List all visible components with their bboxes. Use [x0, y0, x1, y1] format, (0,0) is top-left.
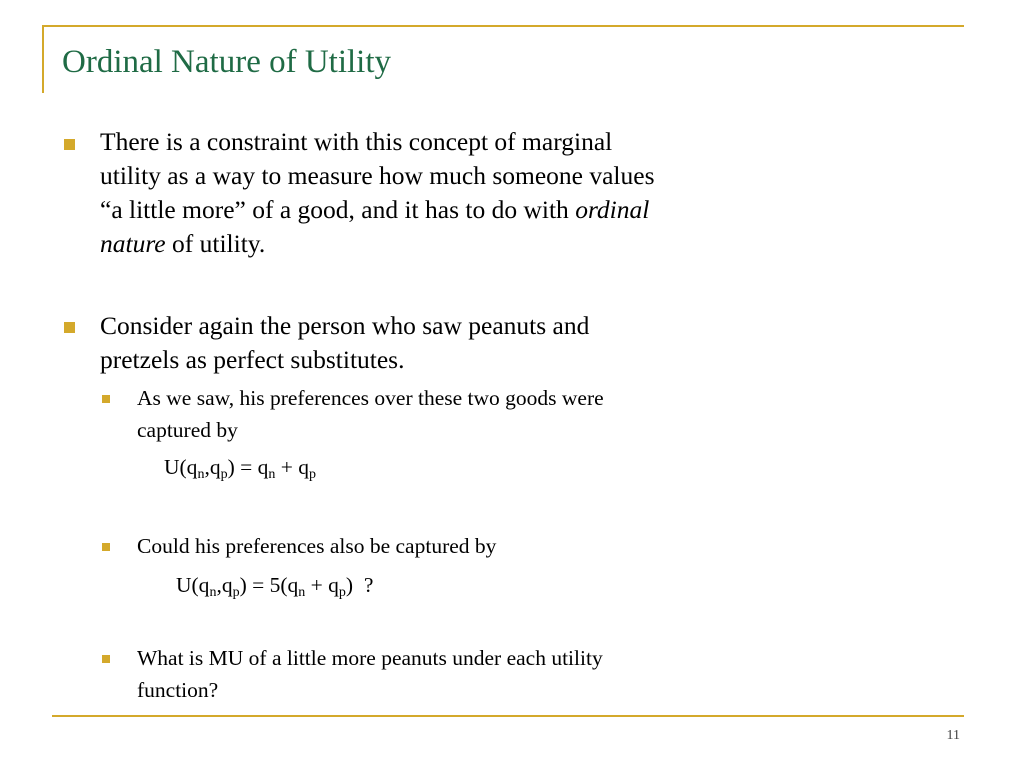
emphasis-nature: nature [100, 229, 166, 258]
sub-bullet-line: function? [137, 678, 219, 702]
formula-part: U(q [176, 573, 210, 597]
top-border-rule [42, 25, 964, 27]
sub-bullet-square-icon [102, 655, 110, 663]
bullet-text-constraint [100, 125, 800, 261]
formula-subscript: n [268, 467, 276, 482]
sub-bullet-line: Could his preferences also be captured by [137, 534, 497, 558]
sub-bullet-square-icon [102, 395, 110, 403]
formula-part: ) = q [227, 455, 269, 479]
bullet-text-fragment: of utility. [165, 229, 266, 258]
bullet-square-icon [64, 322, 75, 333]
formula-subscript: p [309, 467, 316, 482]
sub-bullet-text-captured [137, 382, 604, 446]
formula-subscript: p [232, 585, 240, 600]
bullet-line: Consider again the person who saw peanuts and [100, 311, 590, 340]
left-border-rule [42, 25, 44, 93]
formula-part: + q [305, 573, 339, 597]
formula-subscript: p [338, 585, 346, 600]
sub-bullet-line: What is MU of a little more peanuts under each utility [137, 646, 603, 670]
formula-subscript: p [220, 467, 228, 482]
utility-formula-scaled [176, 571, 373, 599]
emphasis-ordinal: ordinal [575, 195, 650, 224]
bullet-square-icon [64, 139, 75, 150]
bullet-line [100, 227, 800, 261]
formula-part: ) = 5(q [239, 573, 299, 597]
bullet-text-consider [100, 309, 800, 377]
bullet-line [100, 193, 800, 227]
bullet-text-fragment: “a little more” of a good, and it has to do with [100, 195, 576, 224]
sub-bullet-text-could [137, 530, 496, 562]
formula-part: ,q [216, 573, 233, 597]
bullet-line: utility as a way to measure how much someone values [100, 161, 655, 190]
formula-part: + q [275, 455, 309, 479]
formula-subscript: n [209, 585, 217, 600]
sub-bullet-line: As we saw, his preferences over these two goods were [137, 386, 604, 410]
slide-number: 11 [946, 728, 960, 743]
sub-bullet-text-mu [137, 642, 603, 706]
formula-subscript: n [298, 585, 306, 600]
formula-part: ) ? [345, 573, 374, 597]
slide-title: Ordinal Nature of Utility [62, 44, 392, 80]
bullet-line: pretzels as perfect substitutes. [100, 345, 405, 374]
formula-part: ,q [204, 455, 221, 479]
formula-part: U(q [164, 455, 198, 479]
utility-formula-additive [164, 453, 316, 481]
bullet-line: There is a constraint with this concept of marginal [100, 127, 613, 156]
sub-bullet-square-icon [102, 543, 110, 551]
formula-subscript: n [197, 467, 205, 482]
bottom-border-rule [52, 715, 964, 717]
sub-bullet-line: captured by [137, 418, 238, 442]
